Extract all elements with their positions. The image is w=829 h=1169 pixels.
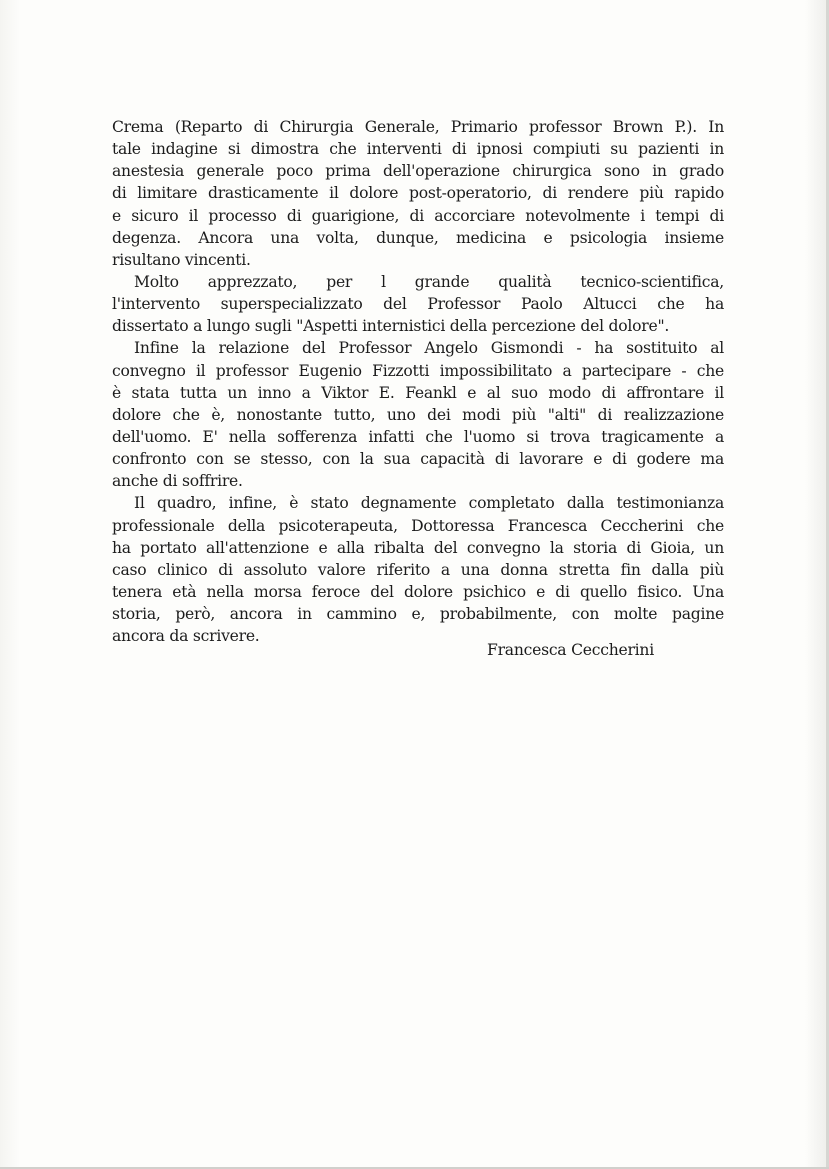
text-line: tenera età nella morsa feroce del dolore psichico e di quello fisico. Una bbox=[112, 582, 724, 601]
text-line: dissertato a lungo sugli "Aspetti internistici della percezione del dolore". bbox=[112, 317, 670, 336]
text-line: Crema (Reparto di Chirurgia Generale, Primario professor Brown P.). In bbox=[112, 118, 724, 136]
text-line: tale indagine si dimostra che interventi di ipnosi compiuti su pazienti in bbox=[112, 140, 724, 159]
text-line: professionale della psicoterapeuta, Dottoressa Francesca Ceccherini che bbox=[112, 516, 724, 535]
text-line: risultano vincenti. bbox=[112, 250, 251, 269]
text-line: ancora da scrivere. bbox=[112, 627, 260, 646]
text-line: anche di soffrire. bbox=[112, 472, 243, 491]
text-line: è stata tutta un inno a Viktor E. Feankl e al suo modo di affrontare il bbox=[112, 383, 724, 402]
text-line: Il quadro, infine, è stato degnamente completato dalla testimonianza bbox=[134, 494, 724, 513]
text-line: convegno il professor Eugenio Fizzotti impossibilitato a partecipare - che bbox=[112, 361, 724, 380]
author-signature: Francesca Ceccherini bbox=[487, 641, 654, 659]
text-line: l'intervento superspecializzato del Professor Paolo Altucci che ha bbox=[112, 295, 724, 314]
article-body-text bbox=[112, 116, 724, 647]
text-line: dell'uomo. E' nella sofferenza infatti che l'uomo si trova tragicamente a bbox=[112, 427, 724, 446]
text-line: dolore che è, nonostante tutto, uno dei modi più "alti" di realizzazione bbox=[112, 405, 724, 424]
text-line: degenza. Ancora una volta, dunque, medicina e psicologia insieme bbox=[112, 228, 724, 247]
text-line: di limitare drasticamente il dolore post-operatorio, di rendere più rapido bbox=[112, 184, 724, 203]
text-line: storia, però, ancora in cammino e, probabilmente, con molte pagine bbox=[112, 605, 724, 624]
text-line: Molto apprezzato, per l grande qualità tecnico-scientifica, bbox=[134, 272, 724, 291]
text-line: e sicuro il processo di guarigione, di accorciare notevolmente i tempi di bbox=[112, 206, 724, 225]
text-line: Infine la relazione del Professor Angelo Gismondi - ha sostituito al bbox=[134, 339, 724, 358]
text-line: confronto con se stesso, con la sua capacità di lavorare e di godere ma bbox=[112, 450, 724, 469]
text-line: ha portato all'attenzione e alla ribalta del convegno la storia di Gioia, un bbox=[112, 538, 724, 557]
text-line: anestesia generale poco prima dell'operazione chirurgica sono in grado bbox=[112, 162, 724, 181]
text-line: caso clinico di assoluto valore riferito a una donna stretta fin dalla più bbox=[112, 560, 724, 579]
